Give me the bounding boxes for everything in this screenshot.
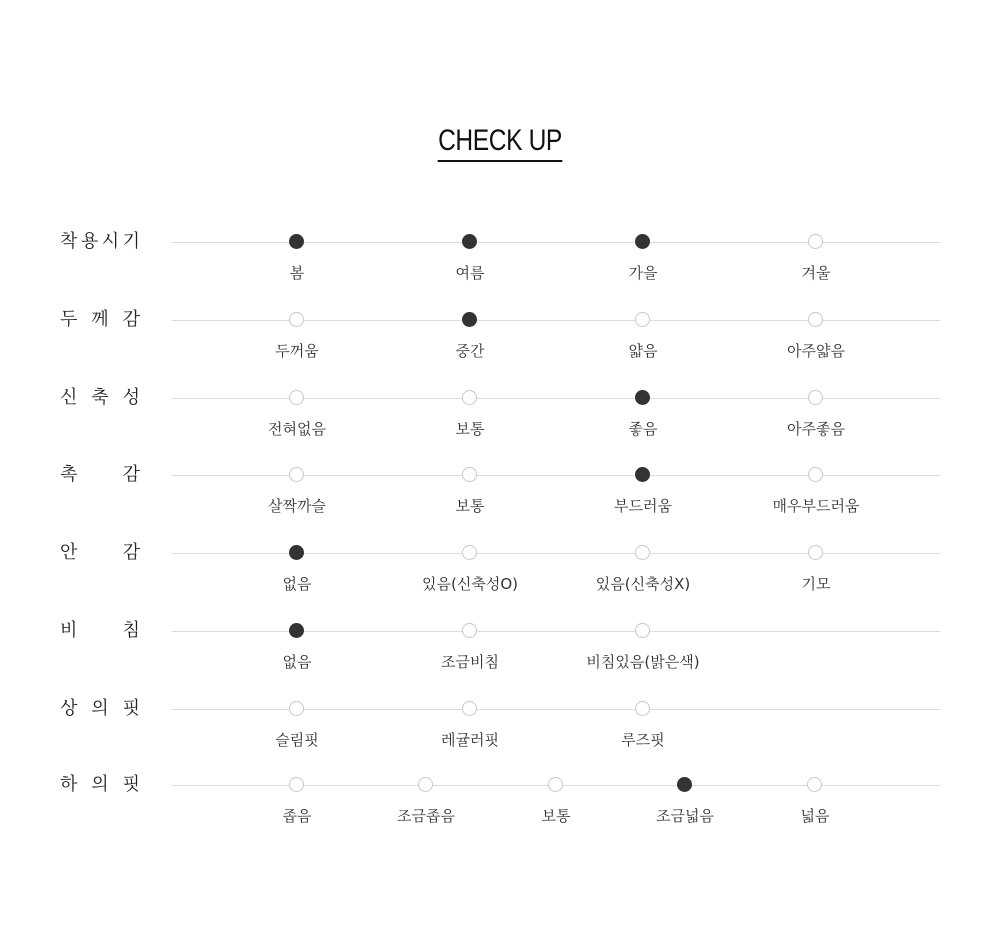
row-label-char: 비	[60, 620, 78, 641]
row-label	[60, 541, 140, 565]
option-label: 있음(신축성X)	[595, 575, 691, 593]
row-label-char: 두	[60, 309, 78, 330]
row-label-char: 용	[80, 231, 99, 252]
row-label-char: 핏	[122, 774, 140, 795]
option-label: 조금넓음	[656, 807, 714, 825]
option-label: 가을	[628, 264, 658, 282]
row-label	[60, 386, 140, 410]
option-label: 중간	[455, 342, 485, 360]
option-dot	[462, 701, 477, 716]
option-dot	[289, 701, 304, 716]
checkup-row	[0, 698, 1000, 749]
option-dot-selected	[635, 467, 650, 482]
checkup-row	[0, 387, 1000, 438]
row-label	[60, 619, 140, 643]
option-dot	[418, 777, 433, 792]
option-label: 슬림핏	[275, 731, 319, 749]
option-label: 좁음	[282, 807, 312, 825]
option-label: 아주얇음	[787, 342, 845, 360]
row-label-char: 의	[91, 698, 109, 719]
option-label: 루즈핏	[621, 731, 665, 749]
row-label	[60, 697, 140, 721]
scale-track	[172, 553, 940, 554]
option-label: 여름	[455, 264, 485, 282]
row-label-char: 축	[91, 387, 109, 408]
option-label: 있음(신축성O)	[422, 575, 518, 593]
row-label-char: 감	[122, 464, 140, 485]
option-label: 보통	[455, 420, 485, 438]
option-label: 얇음	[628, 342, 658, 360]
option-dot-selected	[462, 234, 477, 249]
scale-track	[172, 709, 940, 710]
row-label-char: 성	[122, 387, 140, 408]
option-dot-selected	[289, 545, 304, 560]
option-dot-selected	[462, 312, 477, 327]
row-label-char: 시	[101, 231, 120, 252]
option-dot	[808, 467, 823, 482]
option-dot	[808, 234, 823, 249]
row-label-char: 상	[60, 698, 78, 719]
option-label: 조금좁음	[397, 807, 455, 825]
row-label-char: 촉	[60, 464, 78, 485]
option-dot	[635, 545, 650, 560]
option-label: 좋음	[628, 420, 658, 438]
option-label: 부드러움	[614, 497, 672, 515]
checkup-row	[0, 774, 1000, 825]
option-dot	[289, 777, 304, 792]
option-label: 보통	[455, 497, 485, 515]
option-dot-selected	[289, 623, 304, 638]
row-label-char: 침	[122, 620, 140, 641]
row-label	[60, 308, 140, 332]
option-dot-selected	[635, 234, 650, 249]
scale-track	[172, 320, 940, 321]
row-label-char: 의	[91, 774, 109, 795]
checkup-row	[0, 620, 1000, 671]
option-label: 없음	[282, 575, 312, 593]
option-label: 두꺼움	[275, 342, 319, 360]
row-label	[60, 773, 140, 797]
option-dot-selected	[677, 777, 692, 792]
option-dot	[289, 312, 304, 327]
option-label: 기모	[801, 575, 831, 593]
checkup-row	[0, 542, 1000, 593]
row-label-char: 안	[60, 542, 78, 563]
page-title	[90, 124, 910, 162]
checkup-row	[0, 309, 1000, 360]
option-label: 겨울	[801, 264, 831, 282]
row-label	[60, 463, 140, 487]
option-label: 살짝까슬	[268, 497, 326, 515]
option-label: 아주좋음	[787, 420, 845, 438]
option-dot	[808, 390, 823, 405]
option-dot	[548, 777, 563, 792]
scale-track	[172, 631, 940, 632]
row-label	[60, 230, 140, 254]
scale-track	[172, 475, 940, 476]
option-dot	[635, 312, 650, 327]
row-label-char: 신	[60, 387, 78, 408]
option-dot-selected	[289, 234, 304, 249]
checkup-row	[0, 231, 1000, 282]
option-dot	[462, 545, 477, 560]
option-label: 레귤러핏	[441, 731, 499, 749]
option-label: 없음	[282, 653, 312, 671]
option-label: 전혀없음	[268, 420, 326, 438]
option-dot	[462, 467, 477, 482]
scale-track	[172, 242, 940, 243]
row-label-char: 착	[60, 231, 78, 252]
row-label-char: 기	[122, 231, 140, 252]
option-dot	[289, 467, 304, 482]
option-dot	[808, 545, 823, 560]
row-label-char: 께	[91, 309, 109, 330]
option-label: 비침있음(밝은색)	[586, 653, 700, 671]
option-dot	[635, 701, 650, 716]
checkup-row	[0, 464, 1000, 515]
option-dot	[289, 390, 304, 405]
scale-track	[172, 398, 940, 399]
option-dot-selected	[635, 390, 650, 405]
row-label-char: 감	[122, 542, 140, 563]
option-label: 넓음	[800, 807, 830, 825]
row-label-char: 감	[122, 309, 140, 330]
option-label: 조금비침	[441, 653, 499, 671]
option-dot	[462, 623, 477, 638]
option-label: 보통	[541, 807, 571, 825]
option-dot	[635, 623, 650, 638]
row-label-char: 하	[60, 774, 78, 795]
option-label: 매우부드러움	[772, 497, 860, 515]
row-label-char: 핏	[122, 698, 140, 719]
option-label: 봄	[289, 264, 305, 282]
option-dot	[808, 312, 823, 327]
option-dot	[462, 390, 477, 405]
option-dot	[807, 777, 822, 792]
page-title-text: CHECK UP	[438, 124, 562, 162]
